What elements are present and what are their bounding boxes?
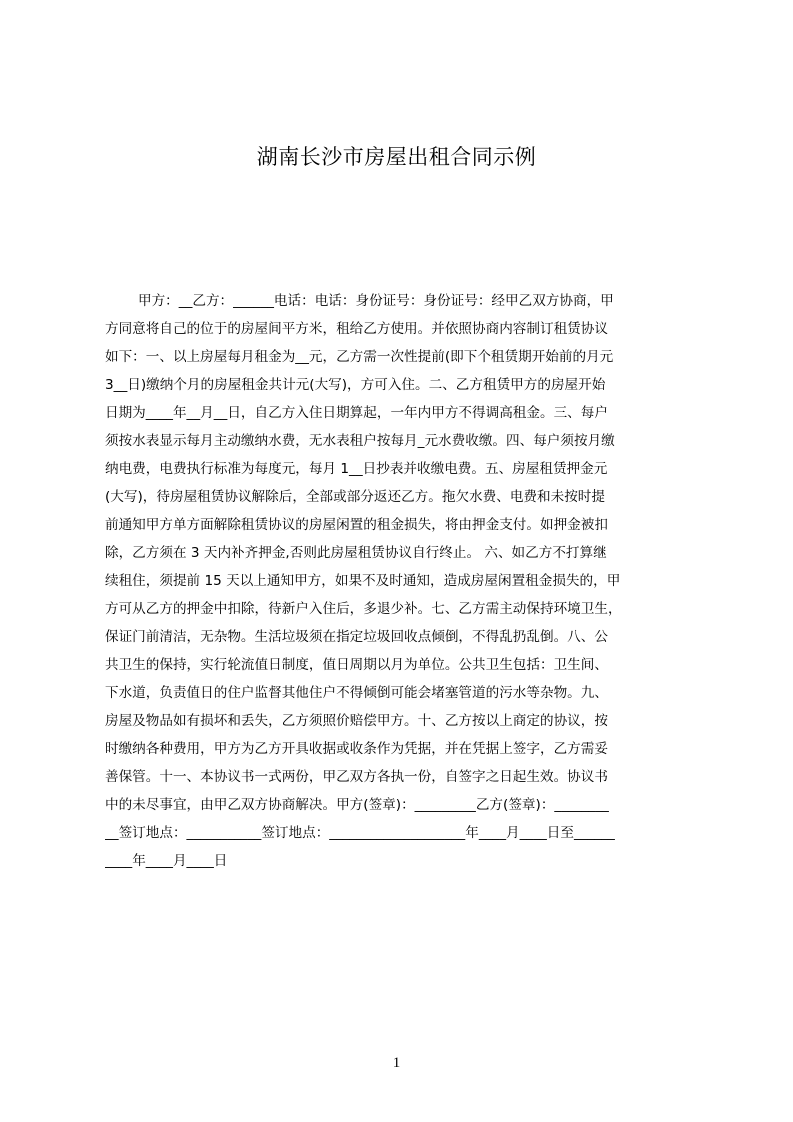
text-line: 共卫生的保持，实行轮流值日制度，值日周期以月为单位。公共卫生包括：卫生间、 — [105, 657, 608, 673]
text-line: 续租住，须提前 15 天以上通知甲方，如果不及时通知，造成房屋闲置租金损失的，甲 — [105, 573, 621, 589]
text-line: 除，乙方须在 3 天内补齐押金,否则此房屋租赁协议自行终止。 六、如乙方不打算继 — [105, 545, 607, 561]
text-line: 如下：一、以上房屋每月租金为__元，乙方需一次性提前(即下个租赁期开始前的月元 — [105, 349, 614, 365]
text-line: 纳电费，电费执行标准为每度元，每月 1__日抄表并收缴电费。五、房屋租赁押金元 — [105, 461, 608, 477]
text-line: 方同意将自己的位于的房屋间平方米，租给乙方使用。并依照协商内容制订租赁协议 — [105, 321, 608, 337]
text-line: 保证门前清洁，无杂物。生活垃圾须在指定垃圾回收点倾倒，不得乱扔乱倒。八、公 — [105, 629, 608, 645]
text-line: 房屋及物品如有损坏和丢失，乙方须照价赔偿甲方。十、乙方按以上商定的协议，按 — [105, 713, 608, 729]
text-line: 日期为____年__月__日，自乙方入住日期算起，一年内甲方不得调高租金。三、每户 — [105, 405, 608, 421]
text-line: 前通知甲方单方面解除租赁协议的房屋闲置的租金损失，将由押金支付。如押金被扣 — [105, 517, 608, 533]
text-line: 善保管。十一、本协议书一式两份，甲乙双方各执一份，自签字之日起生效。协议书 — [105, 769, 608, 785]
text-line: (大写)，待房屋租赁协议解除后，全部或部分返还乙方。拖欠水费、电费和未按时提 — [105, 489, 605, 505]
text-line: 须按水表显示每月主动缴纳水费，无水表租户按每月_元水费收缴。四、每户须按月缴 — [105, 433, 615, 449]
document-title: 湖南长沙市房屋出租合同示例 — [256, 145, 537, 169]
text-line: 中的未尽事宜，由甲乙双方协商解决。甲方(签章)：_________乙方(签章)：________ — [105, 797, 609, 813]
text-line: 甲方：__乙方：______电话：电话：身份证号：身份证号：经甲乙双方协商，甲 — [138, 293, 614, 309]
text-line: 时缴纳各种费用，甲方为乙方开具收据或收条作为凭据，并在凭据上签字，乙方需妥 — [105, 741, 608, 757]
text-line: ____年____月____日 — [105, 853, 228, 869]
page-number: 1 — [392, 1055, 401, 1071]
text-line: 方可从乙方的押金中扣除，待新户入住后，多退少补。七、乙方需主动保持环境卫生， — [105, 601, 622, 617]
text-line: 3__日)缴纳个月的房屋租金共计元(大写)，方可入住。二、乙方租赁甲方的房屋开始 — [105, 377, 606, 393]
contract-body — [105, 287, 697, 875]
text-line: __签订地点：___________签订地点：____________________年____月____日至______ — [105, 825, 615, 841]
text-line: 下水道，负责值日的住户监督其他住户不得倾倒可能会堵塞管道的污水等杂物。九、 — [105, 685, 608, 701]
